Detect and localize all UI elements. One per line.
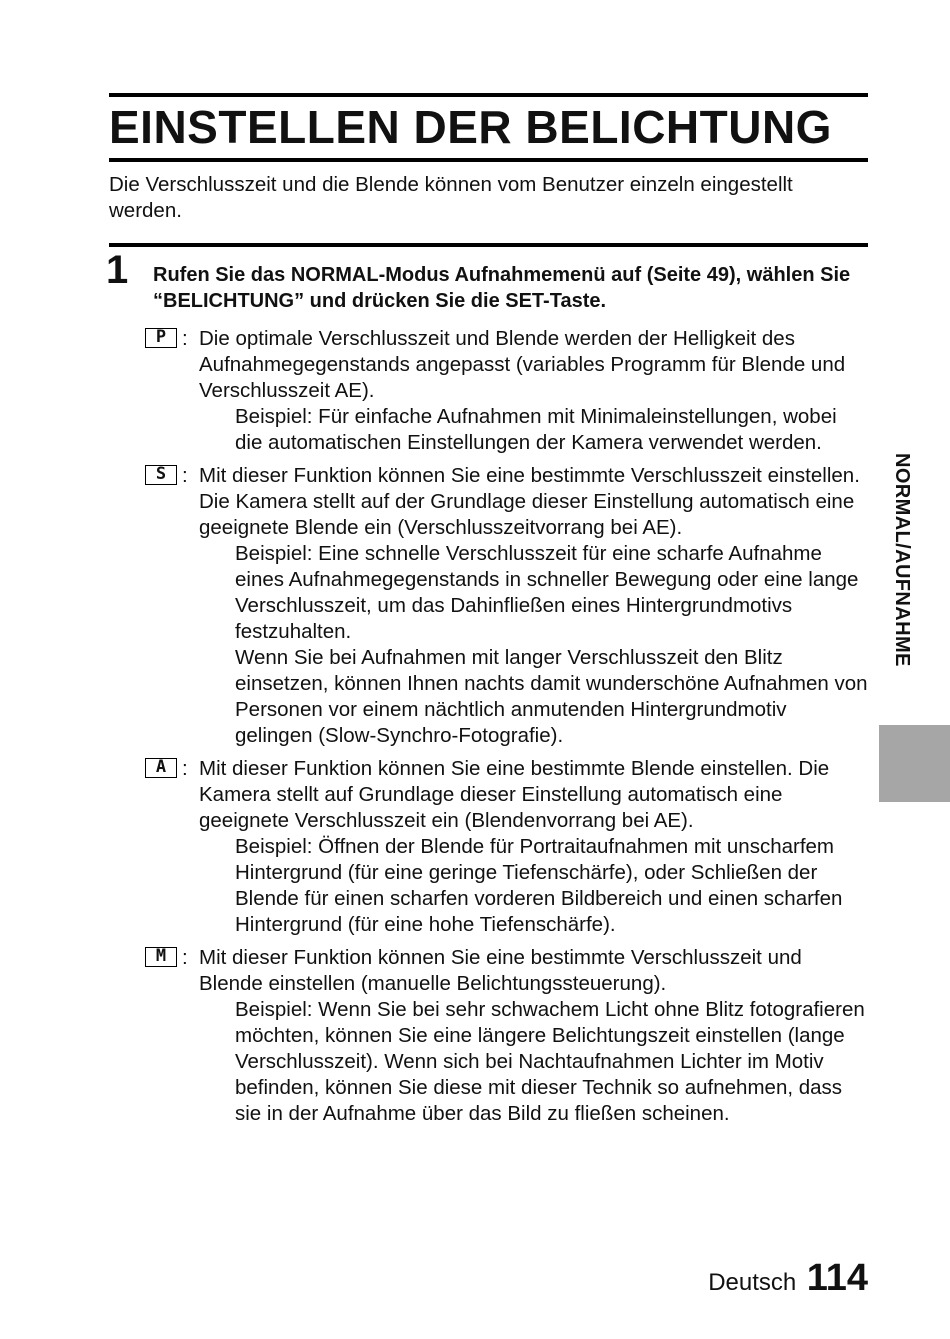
mode-example: Beispiel: Öffnen der Blende für Portraitaufnahmen mit unscharfem Hintergrund (für eine geringe Tiefenschärfe), oder Schließen der Blende für einen scharfen vorderen Bildbereich und einen scharfen Hintergrund (für eine hohe Tiefenschärfe). [235, 835, 843, 936]
mode-s-key-icon: S [145, 465, 177, 485]
mode-item-a [145, 756, 869, 938]
mode-colon: : [182, 327, 188, 350]
mode-example: Beispiel: Für einfache Aufnahmen mit Minimaleinstellungen, wobei die automatischen Einstellungen der Kamera verwendet werden. [235, 405, 837, 454]
mode-description: Mit dieser Funktion können Sie eine bestimmte Verschlusszeit einstellen. Die Kamera stellt auf der Grundlage dieser Einstellung automatisch eine geeignete Blende ein (Verschlusszeitvorrang bei AE). [199, 464, 860, 539]
mode-description: Mit dieser Funktion können Sie eine bestimmte Verschlusszeit und Blende einstellen (manuelle Belichtungssteuerung). [199, 946, 802, 995]
step-rule [109, 243, 868, 247]
mode-example: Beispiel: Eine schnelle Verschlusszeit für eine scharfe Aufnahme eines Aufnahmegegenstands in schneller Bewegung oder eine lange Verschlusszeit, um das Dahinfließen eines Hintergrundmotivs festzuhalten. [235, 542, 859, 643]
section-side-tab-label: NORMAL/AUFNAHME [891, 453, 913, 667]
section-side-tab [882, 453, 922, 719]
mode-a-key-icon: A [145, 758, 177, 778]
mode-colon: : [182, 757, 188, 780]
title-top-rule [109, 93, 868, 97]
page-footer [708, 1257, 868, 1300]
mode-colon: : [182, 464, 188, 487]
mode-description: Mit dieser Funktion können Sie eine bestimmte Blende einstellen. Die Kamera stellt auf Grundlage dieser Einstellung automatisch eine geeignete Verschlusszeit ein (Blendenvorrang bei AE). [199, 757, 830, 832]
page-number: 114 [806, 1257, 868, 1299]
exposure-mode-list [145, 326, 869, 1134]
footer-language: Deutsch [708, 1269, 797, 1296]
page-title: EINSTELLEN DER BELICHTUNG [109, 101, 832, 153]
mode-colon: : [182, 946, 188, 969]
intro-paragraph: Die Verschlusszeit und die Blende können vom Benutzer einzeln eingestellt werden. [109, 173, 793, 222]
mode-item-m [145, 945, 869, 1127]
title-bottom-rule [109, 158, 868, 162]
mode-example: Beispiel: Wenn Sie bei sehr schwachem Licht ohne Blitz fotografieren möchten, können Sie eine längere Belichtungszeit einstellen (lange Verschlusszeit). Wenn sich bei Nachtaufnahmen Lichter im Motiv befinden, können Sie diese mit dieser Technik so aufnehmen, dass sie in der Aufnahme über das Bild zu fließen scheinen. [235, 998, 865, 1125]
mode-item-p [145, 326, 869, 456]
section-tab-marker [879, 725, 950, 802]
mode-p-key-icon: P [145, 328, 177, 348]
step-instruction: Rufen Sie das NORMAL-Modus Aufnahmemenü auf (Seite 49), wählen Sie “BELICHTUNG” und drücken Sie die SET-Taste. [153, 264, 851, 312]
mode-example-note: Wenn Sie bei Aufnahmen mit langer Verschlusszeit den Blitz einsetzen, können Ihnen nachts damit wunderschöne Aufnahmen von Personen vor einem nächtlich anmutenden Hintergrundmotiv gelingen (Slow-Synchro-Fotografie). [235, 646, 868, 747]
mode-item-s [145, 463, 869, 749]
mode-m-key-icon: M [145, 947, 177, 967]
mode-description: Die optimale Verschlusszeit und Blende werden der Helligkeit des Aufnahmegegenstands angepasst (variables Programm für Blende und Verschlusszeit AE). [199, 327, 846, 402]
step-number: 1 [106, 248, 129, 292]
